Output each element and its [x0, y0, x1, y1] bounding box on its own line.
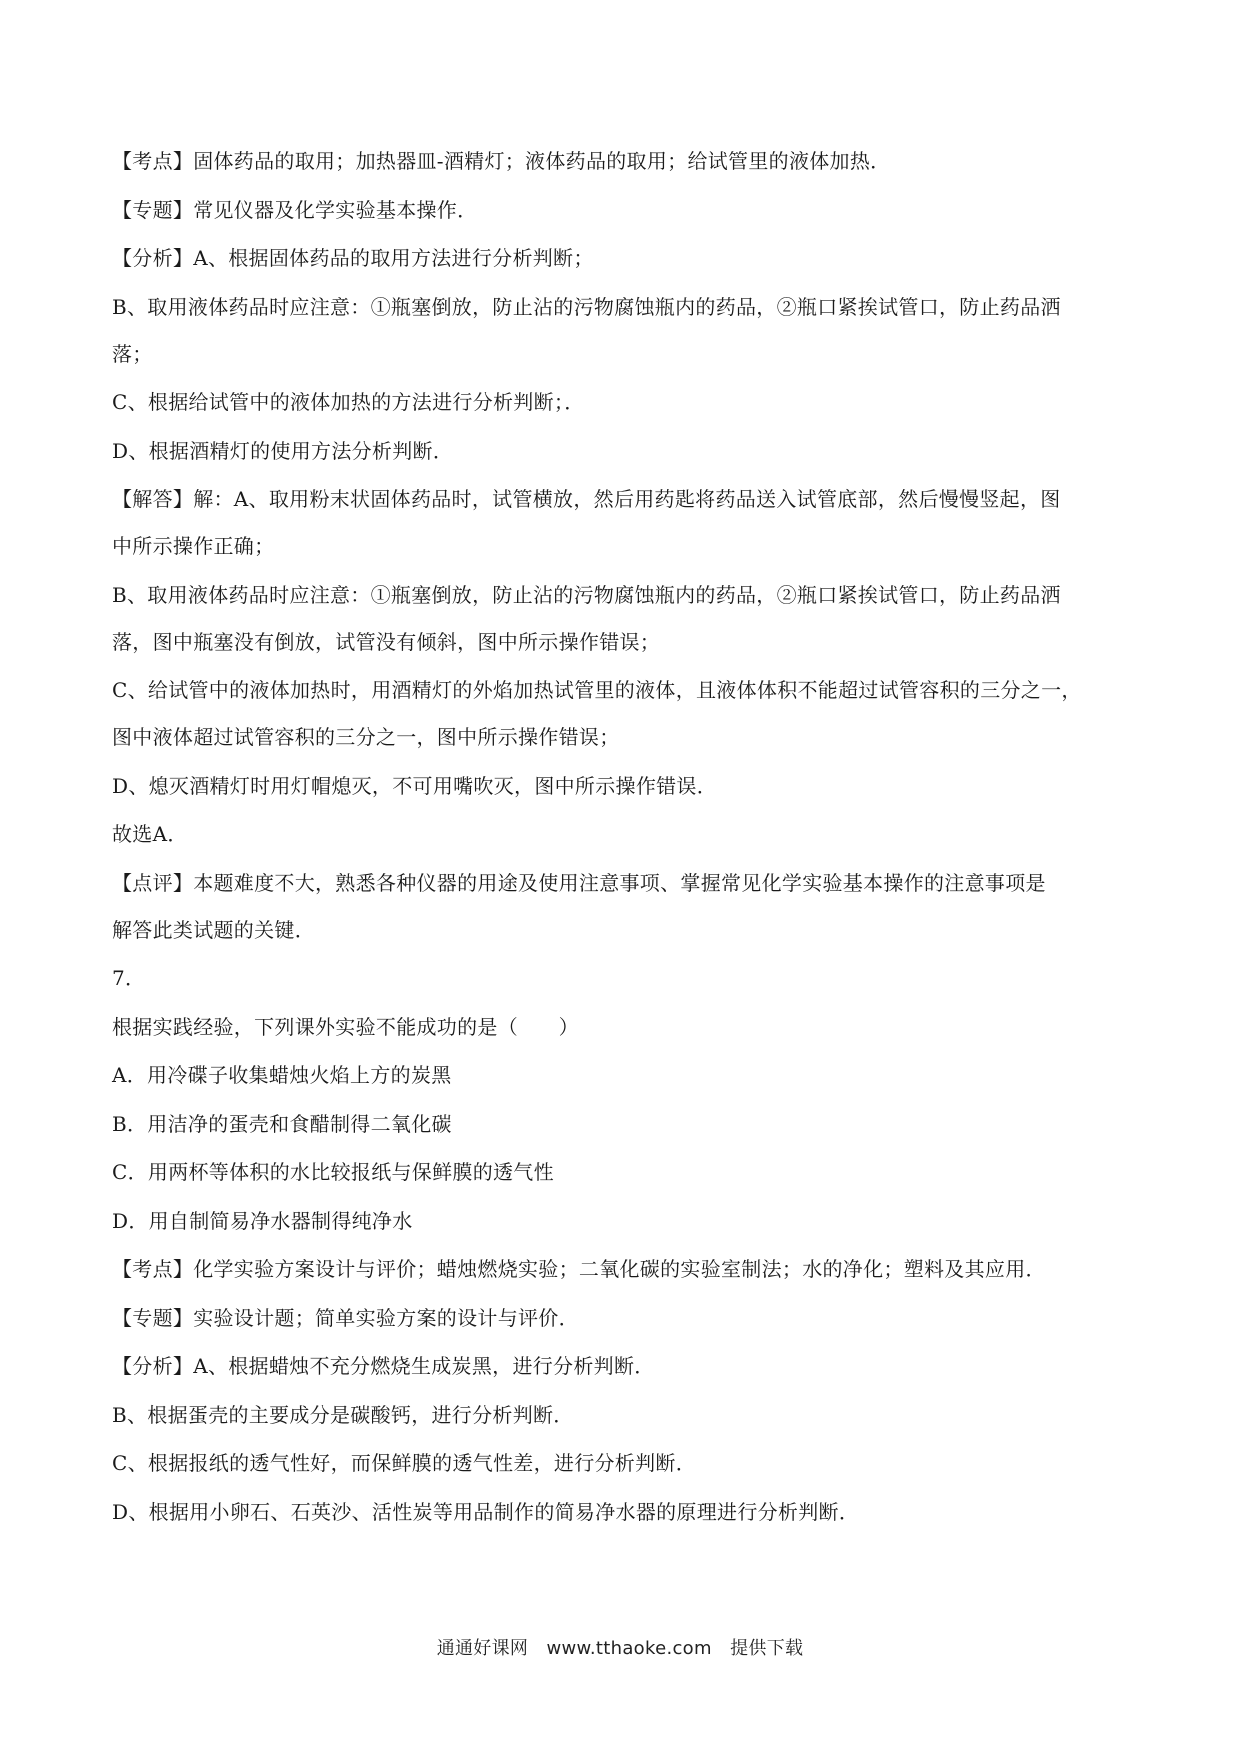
- text-line: C、根据报纸的透气性好，而保鲜膜的透气性差，进行分析判断．: [112, 1451, 697, 1475]
- text-line: C、根据给试管中的液体加热的方法进行分析判断；．: [112, 390, 585, 414]
- text-line: D、根据酒精灯的使用方法分析判断．: [112, 438, 454, 463]
- text-line: 图中液体超过试管容积的三分之一，图中所示操作错误；: [112, 725, 620, 749]
- question-stem: 根据实践经验，下列课外实验不能成功的是（ ）: [112, 1014, 579, 1039]
- page-footer: 通通好课网 www.tthaoke.com 提供下载: [436, 1638, 804, 1659]
- text-line: D、熄灭酒精灯时用灯帽熄灭，不可用嘴吹灭，图中所示操作错误．: [112, 773, 718, 798]
- text-line: 【专题】常见仪器及化学实验基本操作．: [112, 197, 478, 222]
- text-line: 解答此类试题的关键．: [112, 917, 315, 942]
- text-line: D、根据用小卵石、石英沙、活性炭等用品制作的简易净水器的原理进行分析判断．: [112, 1499, 860, 1524]
- text-line: 【分析】A、根据固体药品的取用方法进行分析判断；: [112, 246, 594, 270]
- text-line: 【解答】解：A、取用粉末状固体药品时，试管横放，然后用药匙将药品送入试管底部，然后慢慢竖起，图: [112, 487, 1061, 511]
- text-line: 中所示操作正确；: [112, 534, 275, 558]
- text-line: B、取用液体药品时应注意：①瓶塞倒放，防止沾的污物腐蚀瓶内的药品，②瓶口紧挨试管口，防止药品洒: [112, 582, 1061, 607]
- question-number: 7．: [112, 966, 146, 990]
- text-line: 【分析】A、根据蜡烛不充分燃烧生成炭黑，进行分析判断．: [112, 1354, 655, 1378]
- document-body: [112, 148, 1132, 1547]
- text-line: 【点评】本题难度不大，熟悉各种仪器的用途及使用注意事项、掌握常见化学实验基本操作的注意事项是: [112, 870, 1046, 895]
- text-line: B、取用液体药品时应注意：①瓶塞倒放，防止沾的污物腐蚀瓶内的药品，②瓶口紧挨试管口，防止药品洒: [112, 294, 1061, 319]
- text-line: 落；: [112, 341, 153, 366]
- text-line: C、给试管中的液体加热时，用酒精灯的外焰加热试管里的液体，且液体体积不能超过试管容积的三分之一，: [112, 678, 1082, 702]
- option-b: B．用洁净的蛋壳和食醋制得二氧化碳: [112, 1111, 452, 1136]
- text-line: B、根据蛋壳的主要成分是碳酸钙，进行分析判断．: [112, 1402, 574, 1427]
- text-line: 【考点】固体药品的取用；加热器皿-酒精灯；液体药品的取用；给试管里的液体加热．: [112, 149, 891, 173]
- text-line: 落，图中瓶塞没有倒放，试管没有倾斜，图中所示操作错误；: [112, 629, 661, 654]
- text-line: 故选A．: [112, 822, 188, 846]
- option-d: D．用自制简易净水器制得纯净水: [112, 1208, 413, 1233]
- text-line: 【专题】实验设计题；简单实验方案的设计与评价．: [112, 1305, 579, 1330]
- option-c: C．用两杯等体积的水比较报纸与保鲜膜的透气性: [112, 1160, 554, 1184]
- text-line: 【考点】化学实验方案设计与评价；蜡烛燃烧实验；二氧化碳的实验室制法；水的净化；塑料及其应用．: [112, 1257, 1046, 1281]
- option-a: A．用冷碟子收集蜡烛火焰上方的炭黑: [112, 1063, 452, 1087]
